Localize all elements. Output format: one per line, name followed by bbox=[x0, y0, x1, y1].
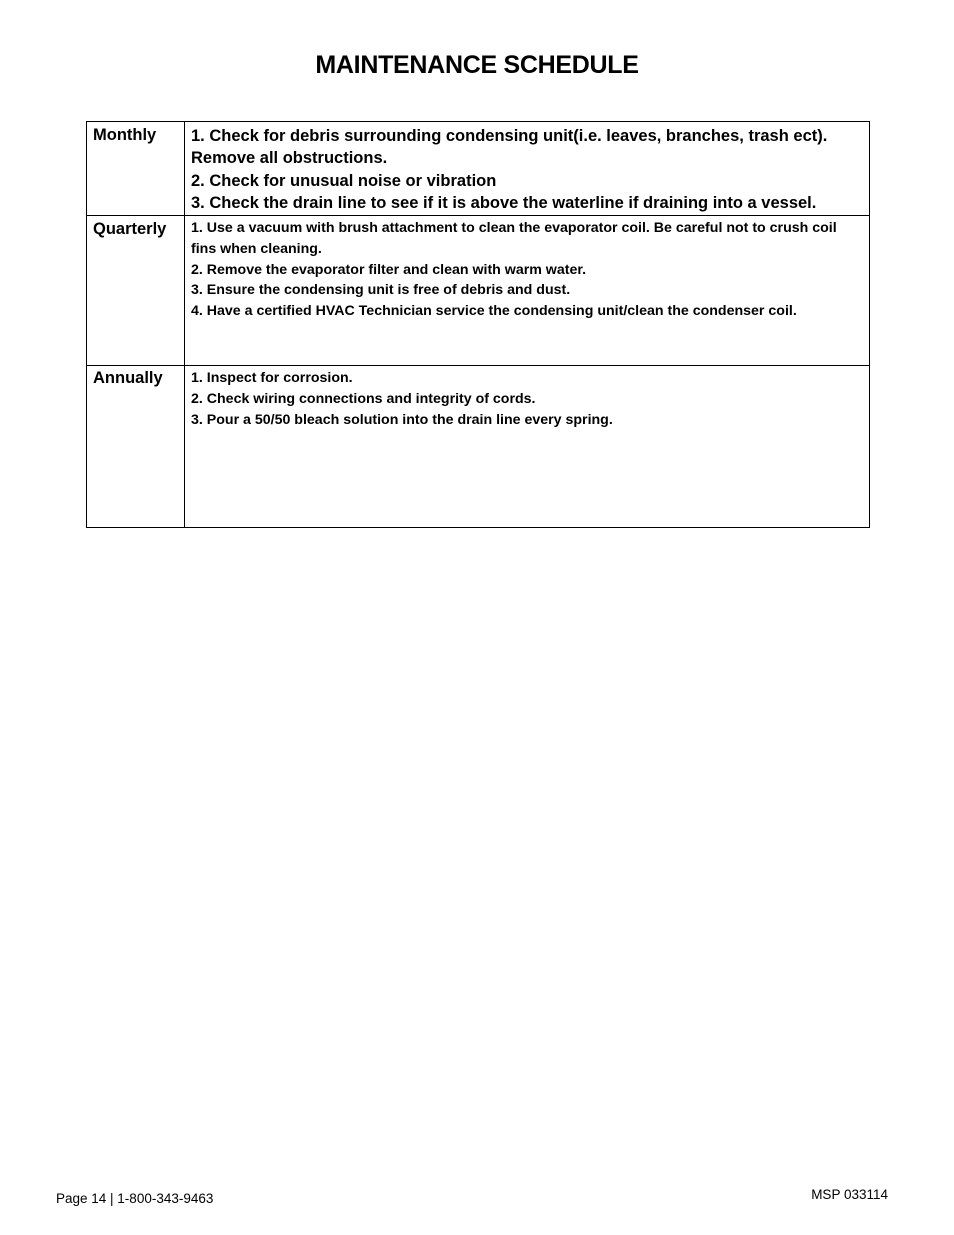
footer-page-info: Page 14 | 1-800-343-9463 bbox=[56, 1191, 214, 1206]
period-label-monthly: Monthly bbox=[93, 126, 157, 144]
tasks-cell bbox=[185, 366, 870, 528]
task-item: 4. Have a certified HVAC Technician service the condensing unit/clean the condenser coil. bbox=[191, 303, 797, 320]
page-title: MAINTENANCE SCHEDULE bbox=[315, 51, 639, 79]
period-cell bbox=[87, 122, 185, 216]
tasks-cell bbox=[185, 216, 870, 366]
period-label-quarterly: Quarterly bbox=[93, 220, 167, 238]
table-row-quarterly bbox=[87, 216, 870, 366]
period-label-annually: Annually bbox=[93, 369, 163, 387]
task-item: 3. Check the drain line to see if it is above the waterline if draining into a vessel. bbox=[191, 193, 817, 212]
task-item: 2. Check for unusual noise or vibration bbox=[191, 171, 497, 190]
period-cell bbox=[87, 366, 185, 528]
task-item: 3. Ensure the condensing unit is free of debris and dust. bbox=[191, 282, 571, 299]
task-item: 1. Use a vacuum with brush attachment to clean the evaporator coil. Be careful not to crush coil fins when cleaning. bbox=[191, 220, 837, 257]
tasks-cell bbox=[185, 122, 870, 216]
footer-doc-code: MSP 033114 bbox=[811, 1187, 888, 1202]
table-row-annually bbox=[87, 366, 870, 528]
task-item: 3. Pour a 50/50 bleach solution into the drain line every spring. bbox=[191, 412, 613, 428]
maintenance-schedule-table bbox=[86, 121, 870, 528]
task-item: 2. Check wiring connections and integrity of cords. bbox=[191, 391, 536, 407]
table-row-monthly bbox=[87, 122, 870, 216]
task-item: 1. Inspect for corrosion. bbox=[191, 370, 353, 386]
task-item: 1. Check for debris surrounding condensing unit(i.e. leaves, branches, trash ect). Remove all obstructions. bbox=[191, 127, 828, 168]
period-cell bbox=[87, 216, 185, 366]
task-item: 2. Remove the evaporator filter and clean with warm water. bbox=[191, 261, 587, 278]
